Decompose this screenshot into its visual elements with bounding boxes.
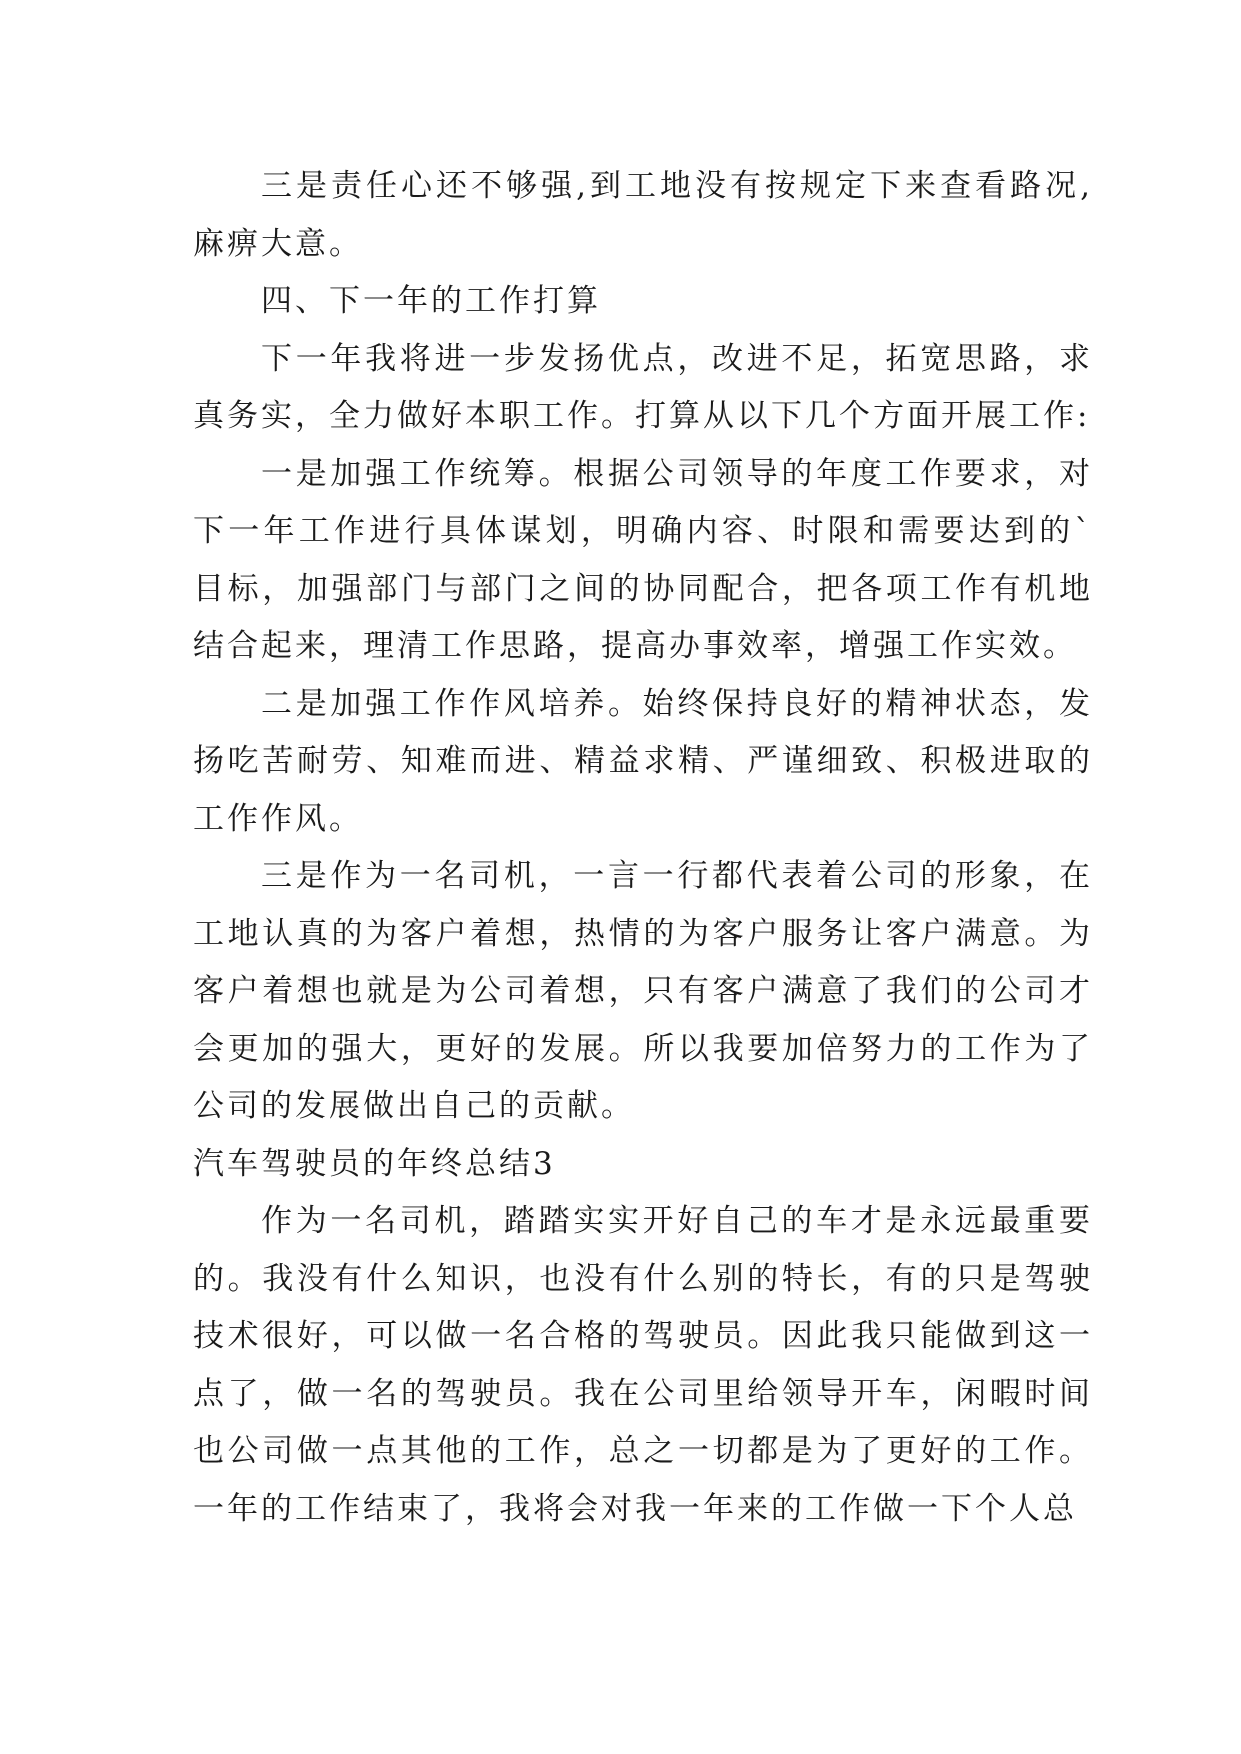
paragraph-plan-item-1: 一是加强工作统筹。根据公司领导的年度工作要求，对下一年工作进行具体谋划，明确内容、时限和需要达到的`目标，加强部门与部门之间的协同配合，把各项工作有机地结合起来，理清工作思路，提高办事效率，增强工作实效。: [193, 455, 1093, 664]
paragraph-plan-intro: 下一年我将进一步发扬优点，改进不足，拓宽思路，求真务实，全力做好本职工作。打算从以下几个方面开展工作:: [193, 340, 1093, 434]
article-title-3: 汽车驾驶员的年终总结3: [193, 1145, 556, 1182]
paragraph-plan-item-2: 二是加强工作作风培养。始终保持良好的精神状态，发扬吃苦耐劳、知难而进、精益求精、严谨细致、积极进取的工作作风。: [193, 685, 1093, 837]
paragraph-responsibility: 三是责任心还不够强,到工地没有按规定下来查看路况,麻痹大意。: [193, 168, 1093, 262]
document-body: [193, 158, 1093, 1538]
paragraph-article-3-intro: 作为一名司机，踏踏实实开好自己的车才是永远最重要的。我没有什么知识，也没有什么别的特长，有的只是驾驶技术很好，可以做一名合格的驾驶员。因此我只能做到这一点了，做一名的驾驶员。我在公司里给领导开车，闲暇时间也公司做一点其他的工作，总之一切都是为了更好的工作。一年的工作结束了，我将会对我一年来的工作做一下个人总: [193, 1203, 1093, 1527]
section-heading-next-year-plan: 四、下一年的工作打算: [261, 283, 601, 319]
paragraph-plan-item-3: 三是作为一名司机，一言一行都代表着公司的形象，在工地认真的为客户着想，热情的为客户服务让客户满意。为客户着想也就是为公司着想，只有客户满意了我们的公司才会更加的强大，更好的发展。所以我要加倍努力的工作为了公司的发展做出自己的贡献。: [193, 858, 1093, 1124]
